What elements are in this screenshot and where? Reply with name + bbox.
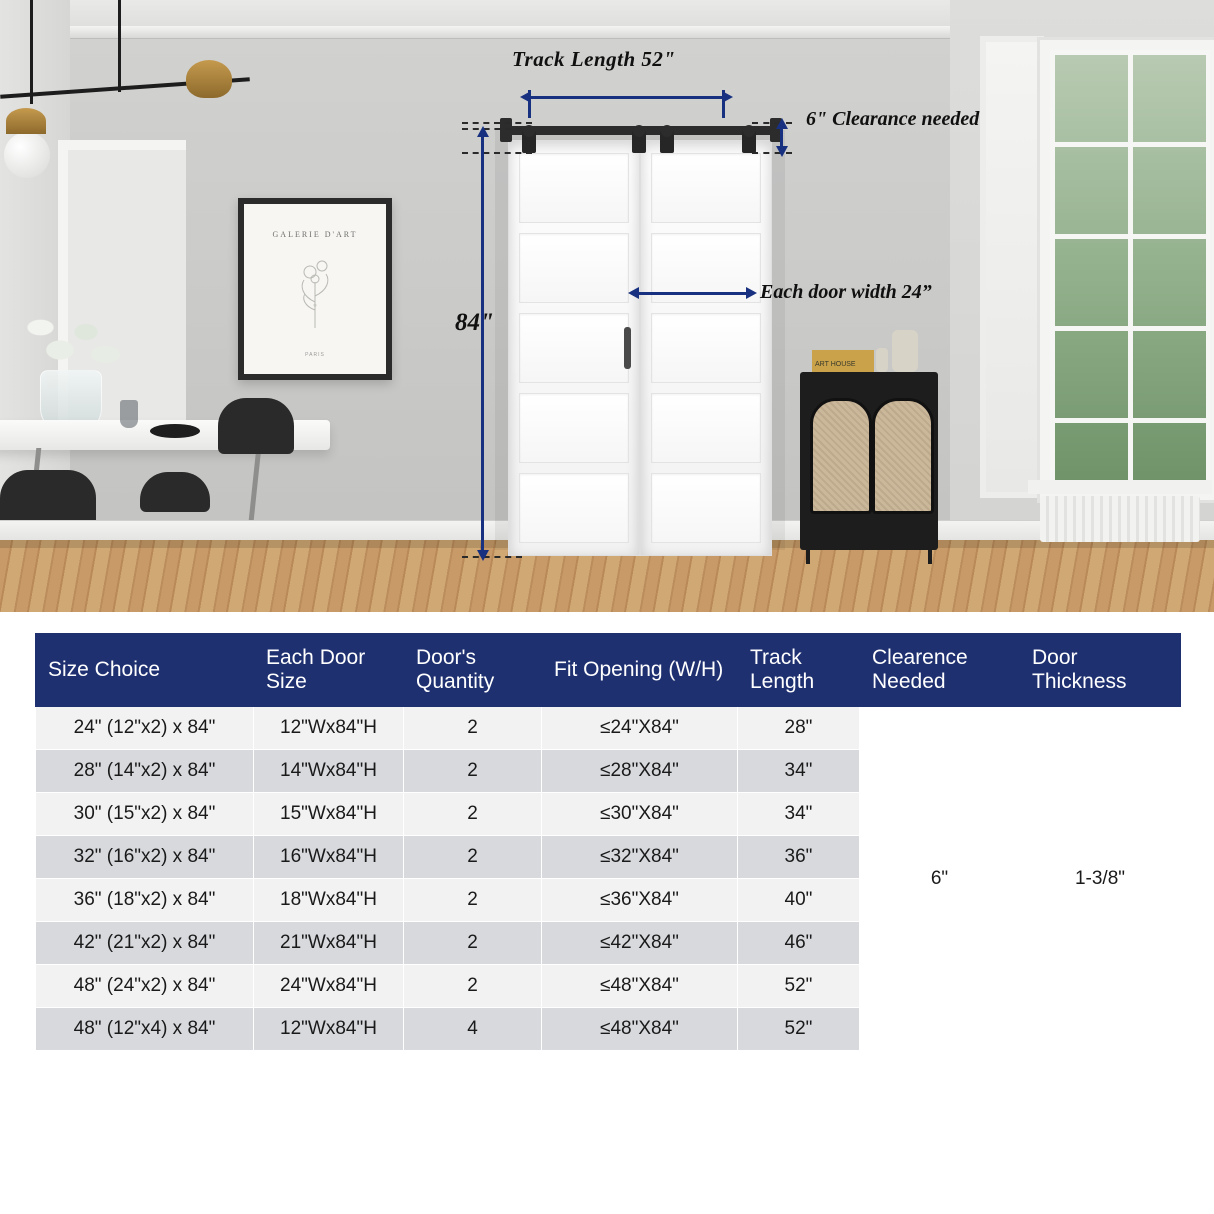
cell-each-door-size: 12"Wx84"H — [254, 1008, 404, 1051]
cell-fit-opening: ≤36"X84" — [542, 879, 738, 922]
door-panel — [519, 313, 629, 383]
track-dim-line — [528, 96, 724, 99]
cell-clearance-value: 6" — [860, 707, 1020, 1051]
cell-track-length: 40" — [738, 879, 860, 922]
door-width-dim-line — [638, 292, 748, 295]
table-glass — [120, 400, 138, 428]
cell-each-door-size: 15"Wx84"H — [254, 793, 404, 836]
col-header-fit-opening: Fit Opening (W/H) — [542, 634, 738, 707]
cell-each-door-size: 14"Wx84"H — [254, 750, 404, 793]
cell-size-choice: 28" (14"x2) x 84" — [36, 750, 254, 793]
door-handle[interactable] — [624, 327, 631, 369]
cabinet-door-left — [810, 398, 872, 514]
track-roller-2 — [632, 131, 646, 153]
book-label: ART HOUSE — [815, 361, 856, 368]
cell-quantity: 2 — [404, 965, 542, 1008]
col-header-quantity: Door's Quantity — [404, 634, 542, 707]
art-frame-title: GALERIE D'ART — [272, 230, 358, 239]
dining-chair-3 — [140, 472, 210, 512]
cell-size-choice: 42" (21"x2) x 84" — [36, 922, 254, 965]
window-mullions — [1050, 50, 1210, 490]
pendant-globe-white — [4, 132, 50, 178]
cell-fit-opening: ≤48"X84" — [542, 1008, 738, 1051]
spec-table-wrapper — [35, 633, 1180, 1051]
door-panel — [651, 153, 761, 223]
accent-cabinet — [800, 372, 938, 550]
spec-table — [35, 633, 1181, 1051]
barn-door-left — [508, 140, 640, 556]
art-frame-illustration — [280, 252, 350, 328]
window-side-panel — [980, 36, 1044, 498]
cell-size-choice: 24" (12"x2) x 84" — [36, 707, 254, 750]
height-dash-top — [462, 128, 522, 130]
track-dim-tick-left — [528, 90, 531, 118]
annotation-track-length: Track Length 52" — [512, 47, 676, 71]
pendant-globe-brass — [186, 60, 232, 98]
cell-thickness-value: 1-3/8" — [1020, 707, 1181, 1051]
cell-fit-opening: ≤24"X84" — [542, 707, 738, 750]
height-dash-bottom — [462, 556, 522, 558]
cabinet-door-right — [872, 398, 934, 514]
col-header-clearance: Clearence Needed — [860, 634, 1020, 707]
cabinet-vase — [892, 330, 918, 372]
cell-quantity: 2 — [404, 879, 542, 922]
door-panel — [519, 153, 629, 223]
barn-doors — [508, 140, 772, 554]
door-width-arrow-right — [746, 287, 757, 299]
dining-chair-1 — [218, 398, 294, 454]
cabinet-books — [812, 350, 874, 372]
cell-quantity: 4 — [404, 1008, 542, 1051]
col-header-track-length: Track Length — [738, 634, 860, 707]
pendant-globe-brass-2 — [6, 108, 46, 134]
door-panel — [651, 313, 761, 383]
col-header-thickness: Door Thickness — [1020, 634, 1181, 707]
track-roller-1 — [522, 131, 536, 153]
cell-track-length: 52" — [738, 1008, 860, 1051]
cell-each-door-size: 21"Wx84"H — [254, 922, 404, 965]
cell-track-length: 34" — [738, 750, 860, 793]
cell-each-door-size: 12"Wx84"H — [254, 707, 404, 750]
cell-track-length: 36" — [738, 836, 860, 879]
door-panel — [651, 473, 761, 543]
cell-track-length: 28" — [738, 707, 860, 750]
cell-track-length: 52" — [738, 965, 860, 1008]
cell-fit-opening: ≤48"X84" — [542, 965, 738, 1008]
cell-size-choice: 36" (18"x2) x 84" — [36, 879, 254, 922]
table-row — [36, 707, 1181, 750]
cell-quantity: 2 — [404, 707, 542, 750]
cell-quantity: 2 — [404, 836, 542, 879]
cell-track-length: 46" — [738, 922, 860, 965]
art-frame-subtitle: PARIS — [305, 352, 325, 358]
cell-fit-opening: ≤42"X84" — [542, 922, 738, 965]
track-roller-4 — [742, 131, 756, 153]
radiator — [1040, 496, 1200, 542]
cell-quantity: 2 — [404, 922, 542, 965]
cell-size-choice: 48" (24"x2) x 84" — [36, 965, 254, 1008]
barn-door-right — [640, 140, 772, 556]
pendant-rod-2 — [30, 0, 33, 104]
wall-art-frame — [238, 198, 392, 380]
cell-fit-opening: ≤30"X84" — [542, 793, 738, 836]
clearance-arrow-up — [776, 118, 788, 129]
clearance-dash-bottom — [462, 152, 532, 154]
cell-fit-opening: ≤28"X84" — [542, 750, 738, 793]
cell-track-length: 34" — [738, 793, 860, 836]
table-bowl — [150, 424, 200, 438]
height-arrow-up — [477, 126, 489, 137]
cell-quantity: 2 — [404, 750, 542, 793]
cell-size-choice: 48" (12"x4) x 84" — [36, 1008, 254, 1051]
door-panel — [519, 473, 629, 543]
cell-each-door-size: 18"Wx84"H — [254, 879, 404, 922]
cabinet-bottle — [876, 348, 888, 372]
annotation-door-width: Each door width 24” — [760, 281, 932, 303]
cell-size-choice: 30" (15"x2) x 84" — [36, 793, 254, 836]
annotation-height: 84" — [455, 309, 494, 336]
cell-each-door-size: 16"Wx84"H — [254, 836, 404, 879]
window-sill — [1028, 480, 1212, 494]
cell-quantity: 2 — [404, 793, 542, 836]
door-panel — [651, 393, 761, 463]
clearance-dash-top — [462, 122, 532, 124]
track-roller-3 — [660, 131, 674, 153]
annotation-clearance: 6" Clearance needed — [806, 108, 980, 130]
height-arrow-down — [477, 550, 489, 561]
door-panel — [519, 233, 629, 303]
cabinet-leg-right — [928, 548, 932, 564]
col-header-size-choice: Size Choice — [36, 634, 254, 707]
door-width-arrow-left — [628, 287, 639, 299]
botanical-icon — [280, 252, 350, 328]
table-header-row — [36, 634, 1181, 707]
door-panel — [519, 393, 629, 463]
cell-fit-opening: ≤32"X84" — [542, 836, 738, 879]
col-header-each-door-size: Each Door Size — [254, 634, 404, 707]
track-dim-tick-right — [722, 90, 725, 118]
cell-each-door-size: 24"Wx84"H — [254, 965, 404, 1008]
clearance-arrow-down — [776, 146, 788, 157]
window — [1040, 40, 1214, 500]
cell-size-choice: 32" (16"x2) x 84" — [36, 836, 254, 879]
height-dim-line — [481, 134, 484, 554]
cabinet-leg-left — [806, 548, 810, 564]
pendant-rod-1 — [118, 0, 121, 92]
